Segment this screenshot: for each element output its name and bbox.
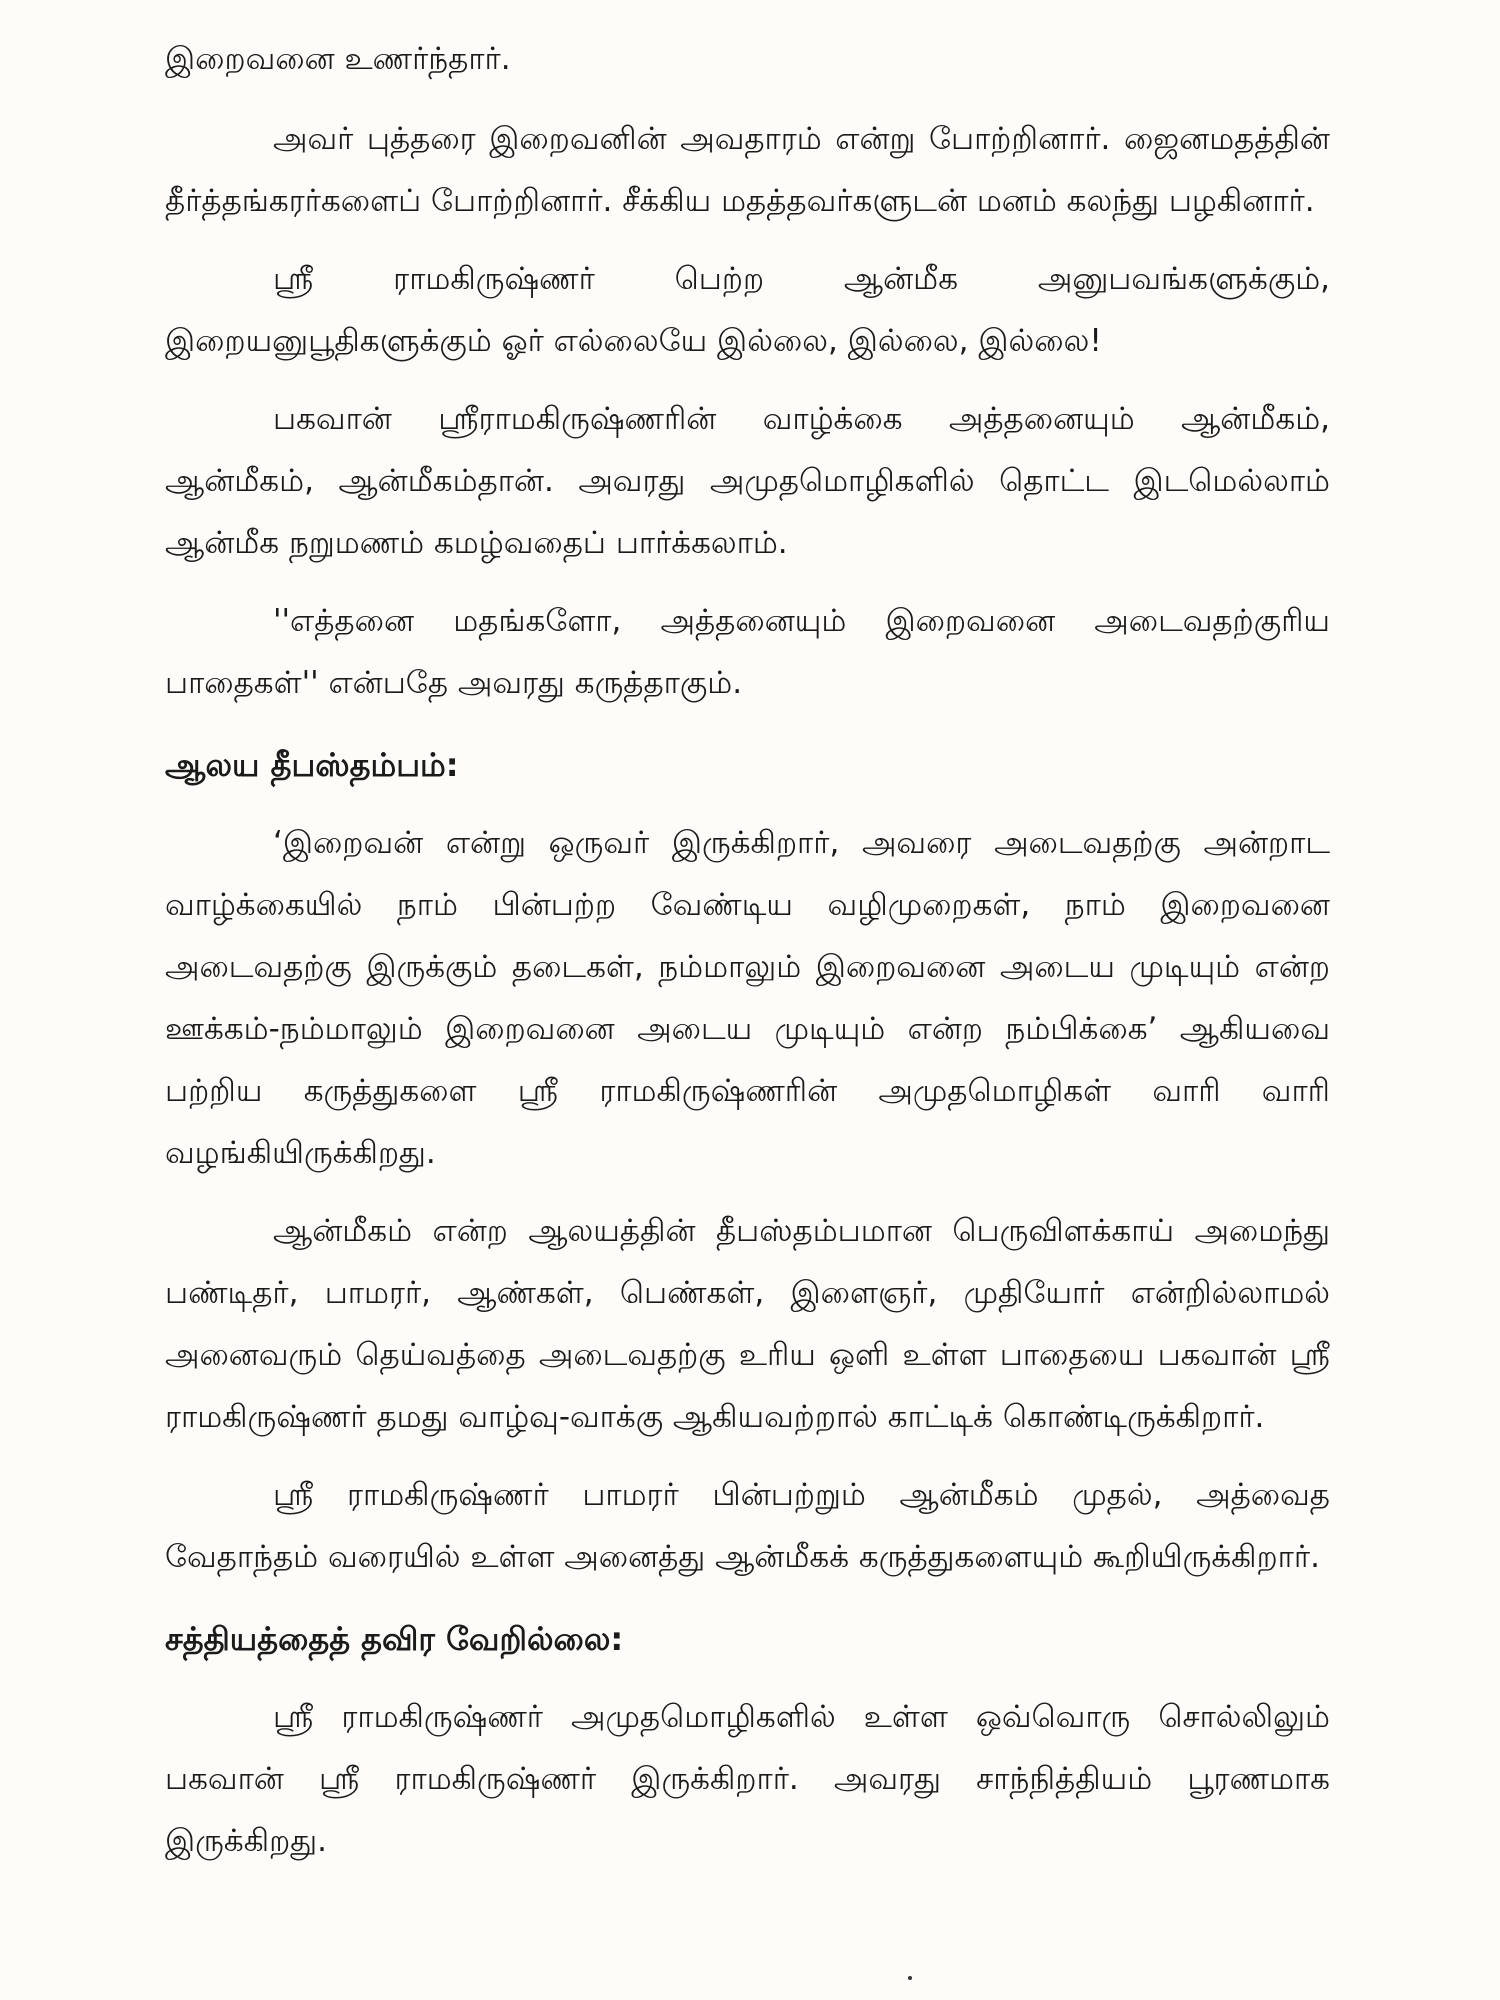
print-speck	[908, 1976, 912, 1980]
paragraph: ஸ்ரீ ராமகிருஷ்ணர் பெற்ற ஆன்மீக அனுபவங்களுக்கும், இறையனுபூதிகளுக்கும் ஓர் எல்லையே இல்லை, இல்லை, இல்லை!	[165, 261, 1330, 359]
paragraph: ஸ்ரீ ராமகிருஷ்ணர் அமுதமொழிகளில் உள்ள ஒவ்வொரு சொல்லிலும் பகவான் ஸ்ரீ ராமகிருஷ்ணர் இருக்கிறார். அவரது சாந்நித்தியம் பூரணமாக இருக்கிறது.	[165, 1699, 1330, 1859]
paragraph: ‘இறைவன் என்று ஒருவர் இருக்கிறார், அவரை அடைவதற்கு அன்றாட வாழ்க்கையில் நாம் பின்பற்ற வேண்டிய வழிமுறைகள், நாம் இறைவனை அடைவதற்கு இருக்கும் தடைகள், நம்மாலும் இறைவனை அடைய முடியும் என்ற ஊக்கம்-நம்மாலும் இறைவனை அடைய முடியும் என்ற நம்பிக்கை’ ஆகியவை பற்றிய கருத்துகளை ஸ்ரீ ராமகிருஷ்ணரின் அமுதமொழிகள் வாரி வாரி வழங்கியிருக்கிறது.	[165, 825, 1330, 1171]
paragraph: பகவான் ஸ்ரீராமகிருஷ்ணரின் வாழ்க்கை அத்தனையும் ஆன்மீகம், ஆன்மீகம், ஆன்மீகம்தான். அவரது அமுதமொழிகளில் தொட்ட இடமெல்லாம் ஆன்மீக நறுமணம் கமழ்வதைப் பார்க்கலாம்.	[165, 401, 1330, 561]
paragraph: ஆன்மீகம் என்ற ஆலயத்தின் தீபஸ்தம்பமான பெருவிளக்காய் அமைந்து பண்டிதர், பாமரர், ஆண்கள், பெண்கள், இளைஞர், முதியோர் என்றில்லாமல் அனைவரும் தெய்வத்தை அடைவதற்கு உரிய ஒளி உள்ள பாதையை பகவான் ஸ்ரீ ராமகிருஷ்ணர் தமது வாழ்வு-வாக்கு ஆகியவற்றால் காட்டிக் கொண்டிருக்கிறார்.	[165, 1213, 1330, 1435]
section-heading: சத்தியத்தைத் தவிர வேறில்லை:	[165, 1620, 624, 1658]
paragraph: ஸ்ரீ ராமகிருஷ்ணர் பாமரர் பின்பற்றும் ஆன்மீகம் முதல், அத்வைத வேதாந்தம் வரையில் உள்ள அனைத்து ஆன்மீகக் கருத்துகளையும் கூறியிருக்கிறார்.	[165, 1477, 1330, 1575]
paragraph: இறைவனை உணர்ந்தார்.	[165, 41, 511, 77]
paragraph: ''எத்தனை மதங்களோ, அத்தனையும் இறைவனை அடைவதற்குரிய பாதைகள்'' என்பதே அவரது கருத்தாகும்.	[165, 603, 1330, 701]
paragraph: அவர் புத்தரை இறைவனின் அவதாரம் என்று போற்றினார். ஜைனமதத்தின் தீர்த்தங்கரர்களைப் போற்றினார். சீக்கிய மதத்தவர்களுடன் மனம் கலந்து பழகினார்.	[165, 121, 1330, 219]
section-heading: ஆலய தீபஸ்தம்பம்:	[165, 746, 459, 784]
